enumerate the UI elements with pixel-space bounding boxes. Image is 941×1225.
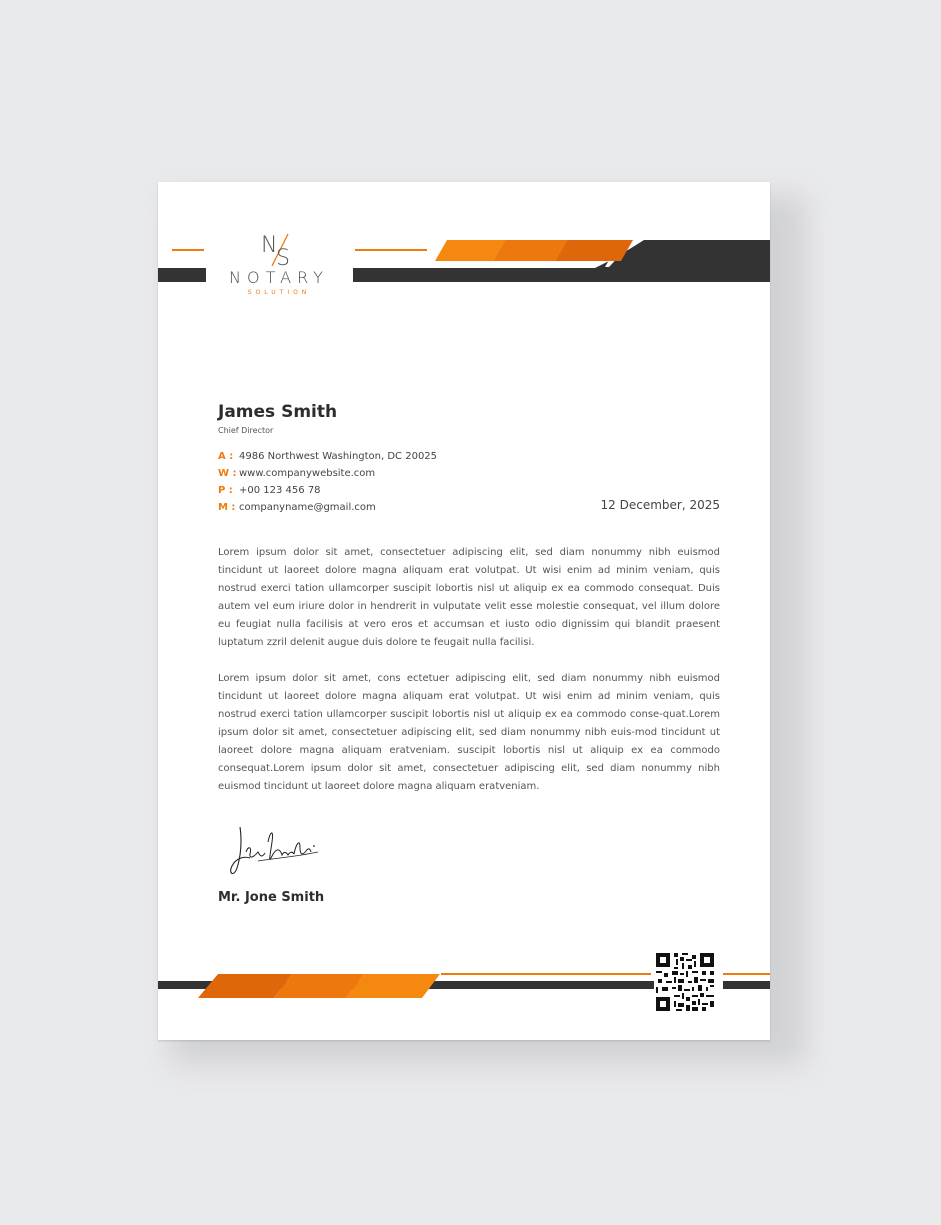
contact-value: companyname@gmail.com <box>239 502 376 513</box>
logo-wordmark: NOTARY <box>229 268 329 287</box>
letter-date: 12 December, 2025 <box>600 498 720 512</box>
letterhead-page <box>158 182 770 1040</box>
signature-graphic <box>228 822 328 884</box>
footer-graphic <box>198 971 443 999</box>
sender-title: Chief Director <box>218 426 274 435</box>
contact-website <box>218 465 437 482</box>
contact-address <box>218 448 437 465</box>
svg-text:S: S <box>276 246 290 270</box>
contact-value: www.companywebsite.com <box>239 468 376 479</box>
sender-name: James Smith <box>218 402 338 422</box>
signer-name: Mr. Jone Smith <box>218 890 325 905</box>
footer-accent-line-right <box>723 973 770 975</box>
contact-email <box>218 499 437 516</box>
contact-value: 4986 Northwest Washington, DC 20025 <box>239 451 438 462</box>
contact-label: M : <box>218 502 236 513</box>
footer-accent-line-left <box>441 973 651 975</box>
contact-label: W : <box>218 468 237 479</box>
contact-label: A : <box>218 451 234 462</box>
contact-value: +00 123 456 78 <box>239 485 321 496</box>
header-bar-left <box>158 268 206 282</box>
qr-code-icon <box>654 951 716 1013</box>
svg-text:N: N <box>261 233 278 258</box>
logo-monogram <box>258 230 298 270</box>
contact-block <box>218 448 437 516</box>
header-accent-line-left <box>172 249 204 251</box>
footer-bar-right <box>723 981 770 989</box>
contact-phone <box>218 482 437 499</box>
body-paragraph-2: Lorem ipsum dolor sit amet, cons ectetuer adipiscing elit, sed diam nonummy nibh euismod tincidunt ut laoreet dolore magna aliquam erat volutpat. Ut wisi enim ad minim veniam, quis nostrud exerci tation ullamcorper suscipit lobortis nisl ut aliquip ex ea commodo conse-quat.Lorem ipsum dolor sit amet, consectetuer adipiscing elit, sed diam nonummy nibh euis-mod tincidunt ut laoreet dolore magna aliquam eratveniam. suscipit lobortis nisl ut aliquip ex ea commodo consequat.Lorem ipsum dolor sit amet, consectetuer adipiscing elit, sed diam nonummy nibh euismod tincidunt ut laoreet dolore magna aliquam eratveniam. <box>218 673 720 792</box>
contact-label: P : <box>218 485 233 496</box>
header-graphic <box>353 240 770 282</box>
logo-subtitle: SOLUTION <box>247 289 311 296</box>
body-paragraph-1: Lorem ipsum dolor sit amet, consectetuer adipiscing elit, sed diam nonummy nibh euismod tincidunt ut laoreet dolore magna aliquam erat volutpat. Ut wisi enim ad minim veniam, quis nostrud exerci tation ullamcorper suscipit lobortis nisl ut aliquip ex ea commodo consequat. Duis autem vel eum iriure dolor in hendrerit in vulputate velit esse molestie consequat, vel illum dolore eu feugiat nulla facilisis at vero eros et accumsan et iusto odio dignissim qui blandit praesent luptatum zzril delenit augue duis dolore te feugait nulla facilisi. <box>218 547 720 648</box>
